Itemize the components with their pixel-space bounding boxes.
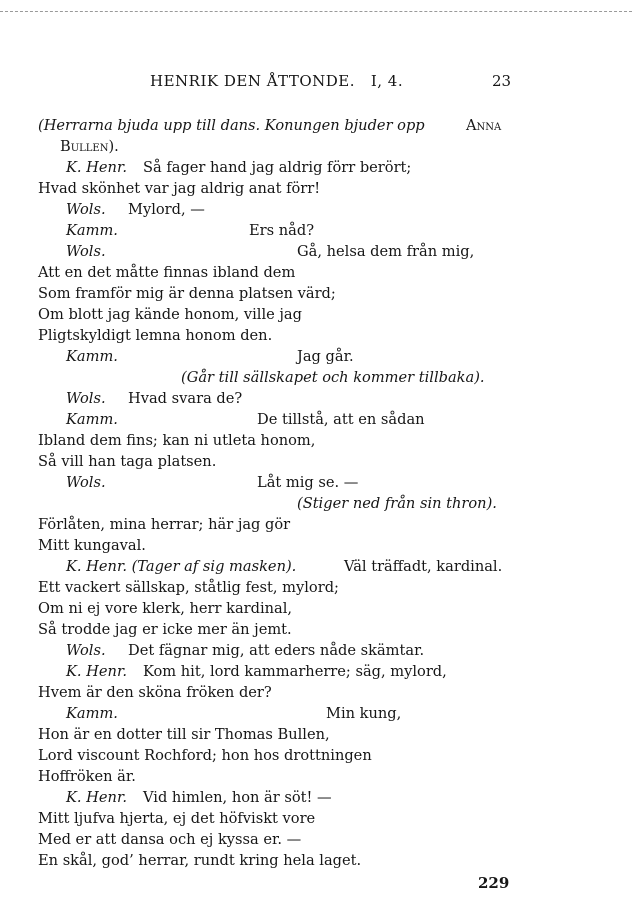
text-line: [0, 745, 632, 766]
verse-text: Väl träffadt, kardinal.: [344, 558, 503, 575]
verse-text: Om ni ej vore klerk, herr kardinal,: [38, 600, 293, 617]
text-line: [0, 556, 632, 577]
text-line: [0, 157, 632, 178]
verse-text: Mylord, —: [128, 201, 205, 218]
speaker: Wols.: [66, 642, 106, 659]
text-line: [0, 367, 632, 388]
page-number: 23: [492, 72, 512, 90]
verse-text: Det fägnar mig, att eders nåde skämtar.: [128, 642, 425, 659]
verse-text: Ibland dem fins; kan ni utleta honom,: [38, 432, 316, 449]
running-title-text: HENRIK DEN ÅTTONDE.: [150, 72, 356, 90]
text-line: [0, 241, 632, 262]
text-line: [0, 451, 632, 472]
verse-text: Lord viscount Rochford; hon hos drottningen: [38, 747, 372, 764]
character-name: Bullen).: [60, 138, 119, 155]
text-line: [0, 262, 632, 283]
speaker: Kamm.: [66, 411, 118, 428]
text-line: [0, 178, 632, 199]
speaker: Kamm.: [66, 348, 118, 365]
verse-text: Ers nåd?: [249, 222, 315, 239]
verse-text: Kom hit, lord kammarherre; säg, mylord,: [143, 663, 447, 680]
text-line: [0, 304, 632, 325]
text-line: [0, 829, 632, 850]
text-line: [0, 661, 632, 682]
speaker: Wols.: [66, 201, 106, 218]
verse-text: Hoffröken är.: [38, 768, 136, 785]
text-line: [0, 535, 632, 556]
verse-text: Pligtskyldigt lemna honom den.: [38, 327, 273, 344]
top-rule: [0, 11, 632, 12]
verse-text: Låt mig se. —: [257, 474, 359, 491]
speaker: K. Henr.: [66, 663, 127, 680]
signature-number: 229: [478, 874, 510, 892]
text-line: [0, 472, 632, 493]
verse-text: Min kung,: [326, 705, 402, 722]
character-name: Anna: [466, 117, 502, 134]
verse-text: Ett vackert sällskap, ståtlig fest, mylord;: [38, 579, 339, 596]
text-line: [0, 409, 632, 430]
verse-text: Förlåten, mina herrar; här jag gör: [38, 516, 291, 533]
verse-text: Om blott jag kände honom, ville jag: [38, 306, 302, 323]
verse-text: Så fager hand jag aldrig förr berört;: [143, 159, 412, 176]
running-title: [150, 72, 403, 90]
speaker: Kamm.: [66, 222, 118, 239]
verse-text: Jag går.: [297, 348, 354, 365]
verse-text: Med er att dansa och ej kyssa er. —: [38, 831, 302, 848]
text-line: [0, 787, 632, 808]
verse-text: Mitt kungaval.: [38, 537, 146, 554]
text-line: [0, 682, 632, 703]
text-line: [0, 724, 632, 745]
text-line: [0, 619, 632, 640]
text-line: [0, 493, 632, 514]
text-line: [0, 808, 632, 829]
text-line: [0, 703, 632, 724]
text-line: [0, 388, 632, 409]
speaker: K. Henr.: [66, 789, 127, 806]
text-line: [0, 577, 632, 598]
text-line: [0, 766, 632, 787]
stage-direction: (Går till sällskapet och kommer tillbaka).: [181, 369, 485, 386]
text-line: [0, 430, 632, 451]
text-line: [0, 220, 632, 241]
text-line: [0, 199, 632, 220]
speaker-with-direction: K. Henr. (Tager af sig masken).: [66, 558, 297, 575]
speaker: Wols.: [66, 390, 106, 407]
act-scene: I, 4.: [370, 72, 404, 90]
speaker: Wols.: [66, 243, 106, 260]
stage-direction: (Stiger ned från sin thron).: [297, 495, 497, 512]
text-line: [0, 136, 632, 157]
verse-text: Hvad svara de?: [128, 390, 243, 407]
speaker: Wols.: [66, 474, 106, 491]
speaker: K. Henr.: [66, 159, 127, 176]
verse-text: Hon är en dotter till sir Thomas Bullen,: [38, 726, 330, 743]
verse-text: De tillstå, att en sådan: [257, 411, 425, 428]
text-line: [0, 346, 632, 367]
text-line: [0, 115, 632, 136]
verse-text: Hvem är den sköna fröken der?: [38, 684, 272, 701]
verse-text: Att en det måtte finnas ibland dem: [38, 264, 296, 281]
verse-text: Så trodde jag er icke mer än jemt.: [38, 621, 292, 638]
stage-direction: (Herrarna bjuda upp till dans. Konungen bjuder opp: [38, 117, 425, 134]
text-line: [0, 325, 632, 346]
verse-text: Som framför mig är denna platsen värd;: [38, 285, 336, 302]
text-line: [0, 598, 632, 619]
verse-text: Vid himlen, hon är söt! —: [143, 789, 332, 806]
speaker: Kamm.: [66, 705, 118, 722]
verse-text: Hvad skönhet var jag aldrig anat förr!: [38, 180, 321, 197]
verse-text: Gå, helsa dem från mig,: [297, 243, 475, 260]
text-line: [0, 283, 632, 304]
text-line: [0, 640, 632, 661]
verse-text: En skål, god’ herrar, rundt kring hela laget.: [38, 852, 362, 869]
verse-text: Mitt ljufva hjerta, ej det höfviskt vore: [38, 810, 316, 827]
text-line: [0, 514, 632, 535]
text-line: [0, 850, 632, 871]
verse-text: Så vill han taga platsen.: [38, 453, 217, 470]
